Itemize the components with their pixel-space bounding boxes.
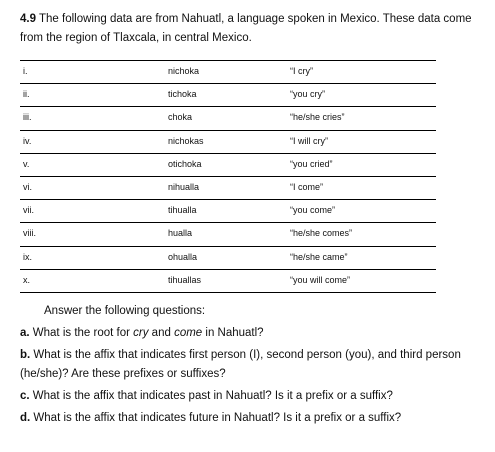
- nahuatl-form: tihualla: [168, 205, 197, 216]
- question-text: What is the root for: [29, 327, 134, 339]
- question-d: [20, 409, 490, 428]
- nahuatl-form: ohualla: [168, 251, 198, 262]
- question-text: and: [148, 327, 175, 339]
- english-gloss: “he/she came”: [290, 251, 348, 262]
- table-row: [20, 154, 436, 177]
- english-gloss: “he/she cries”: [290, 112, 345, 123]
- question-emphasis: come: [174, 327, 203, 339]
- nahuatl-form: hualla: [168, 228, 193, 239]
- question-emphasis: cry: [133, 327, 149, 339]
- table-row: [20, 61, 436, 84]
- english-gloss: “I cry”: [290, 66, 313, 76]
- table-row: [20, 131, 436, 154]
- question-text: What is the affix that indicates future in Nahuatl? Is it a prefix or a suffix?: [30, 412, 402, 424]
- question-text: What is the affix that indicates past in Nahuatl? Is it a prefix or a suffix?: [29, 390, 393, 402]
- row-number: x.: [23, 274, 31, 285]
- questions-intro: Answer the following questions:: [44, 305, 206, 317]
- english-gloss: “you will come”: [290, 274, 351, 285]
- nahuatl-form: nichokas: [168, 135, 204, 146]
- problem-intro: [20, 10, 490, 48]
- row-number: vi.: [23, 181, 32, 192]
- table-row: [20, 247, 436, 270]
- question-letter: b.: [20, 349, 31, 361]
- question-letter: c.: [20, 390, 30, 402]
- question-a: [20, 324, 490, 343]
- question-letter: a.: [20, 327, 30, 339]
- question-text: in Nahuatl?: [202, 327, 264, 339]
- question-c: [20, 387, 490, 406]
- row-number: iii.: [23, 112, 32, 123]
- question-b: [20, 346, 490, 384]
- row-number: i.: [23, 66, 28, 76]
- question-text: What is the affix that indicates first person (I), second person (you), and third person (he/she)? Are these prefixes or suffixes?: [20, 349, 461, 380]
- english-gloss: “you cried”: [290, 158, 333, 169]
- nahuatl-form: otichoka: [168, 158, 202, 169]
- row-number: viii.: [23, 228, 36, 239]
- english-gloss: “you come”: [290, 205, 336, 216]
- problem-number: 4.9: [20, 13, 36, 25]
- english-gloss: “I will cry”: [290, 135, 328, 146]
- nahuatl-form: nihualla: [168, 181, 200, 192]
- table-row: [20, 200, 436, 223]
- row-number: ii.: [23, 89, 30, 100]
- row-number: ix.: [23, 251, 32, 262]
- nahuatl-form: tichoka: [168, 89, 197, 100]
- row-number: iv.: [23, 135, 32, 146]
- questions-section: [20, 302, 490, 431]
- nahuatl-form: nichoka: [168, 66, 200, 76]
- row-number: vii.: [23, 205, 34, 216]
- question-letter: d.: [20, 412, 31, 424]
- table-row: [20, 84, 436, 107]
- nahuatl-form: choka: [168, 112, 193, 123]
- table-row: [20, 177, 436, 200]
- table-row: [20, 223, 436, 246]
- table-row: [20, 107, 436, 130]
- english-gloss: “you cry”: [290, 89, 326, 100]
- nahuatl-data-table: [20, 60, 436, 293]
- nahuatl-form: tihuallas: [168, 274, 202, 285]
- problem-intro-text: The following data are from Nahuatl, a language spoken in Mexico. These data come from the region of Tlaxcala, in central Mexico.: [20, 13, 472, 44]
- english-gloss: “he/she comes”: [290, 228, 353, 239]
- row-number: v.: [23, 158, 30, 169]
- table-row: [20, 270, 436, 293]
- english-gloss: “I come”: [290, 181, 324, 192]
